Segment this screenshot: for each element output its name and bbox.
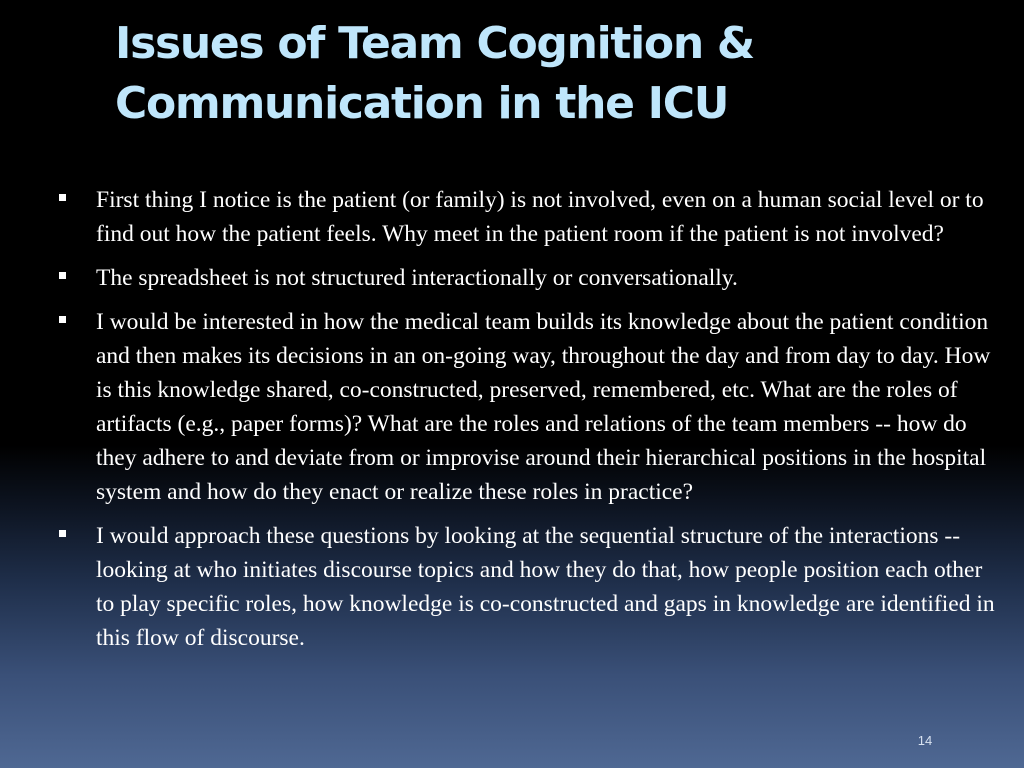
bullet-item (56, 183, 998, 251)
bullet-item (56, 261, 998, 295)
bullet-text: The spreadsheet is not structured interactionally or conversationally. (96, 265, 738, 291)
slide-number: 14 (917, 733, 933, 748)
square-bullet-icon (59, 316, 66, 323)
square-bullet-icon (59, 272, 66, 279)
bullet-text: I would be interested in how the medical team builds its knowledge about the patient condition and then makes its decisions in an on-going way, throughout the day and from day to day. How is this knowledge shared, co-constructed, preserved, remembered, etc. What are the roles of artifacts (e.g., paper forms)? What are the roles and relations of the team members -- how do they adhere to and deviate from or improvise around their hierarchical positions in the hospital system and how do they enact or realize these roles in practice? (96, 309, 991, 505)
bullet-text: I would approach these questions by looking at the sequential structure of the interactions -- looking at who initiates discourse topics and how they do that, how people position each other to play specific roles, how knowledge is co-constructed and gaps in knowledge are identified in this flow of discourse. (96, 523, 995, 651)
square-bullet-icon (59, 530, 66, 537)
square-bullet-icon (59, 194, 66, 201)
bullet-item (56, 305, 998, 509)
bullet-item (56, 519, 998, 655)
slide-title: Issues of Team Cognition & Communication in the ICU (115, 18, 754, 129)
bullet-text: First thing I notice is the patient (or family) is not involved, even on a human social level or to find out how the patient feels. Why meet in the patient room if the patient is not involved? (96, 187, 984, 247)
bullet-list (56, 183, 998, 665)
